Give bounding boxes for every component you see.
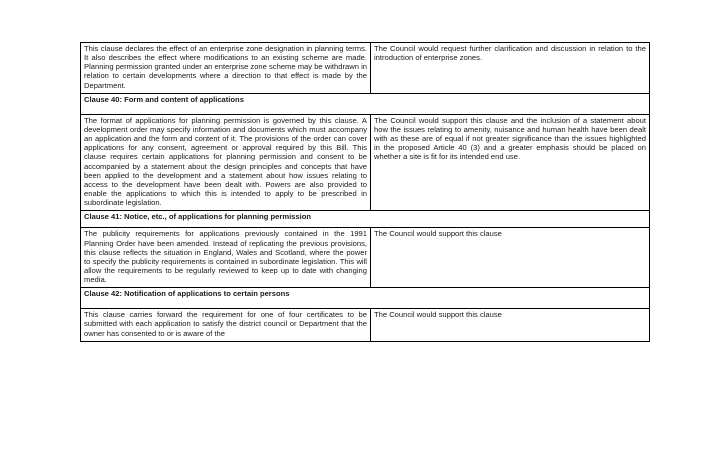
clause-heading: Clause 40: Form and content of applications	[81, 93, 650, 114]
council-response-cell: The Council would support this clause	[371, 309, 650, 341]
clause-description-cell: The publicity requirements for applications previously contained in the 1991 Planning Order have been amended. Instead of replicating the previous provisions, this clause reflects the situation in England, Wales and Scotland, where the power to specify the publicity requirements is contained in subordinate legislation. This will allow the requirements to be regularly reviewed to keep up to date with changing media.	[81, 228, 371, 288]
table-row	[81, 43, 650, 94]
clause-description-cell: This clause declares the effect of an enterprise zone designation in planning terms. It also describes the effect where modifications to an existing scheme are made. Planning permission granted under an enterprise zone scheme may be withdrawn in relation to certain developments where a direction to that effect is made by the Department.	[81, 43, 371, 94]
table-row	[81, 288, 650, 309]
council-response-cell: The Council would support this clause	[371, 228, 650, 288]
council-response-cell: The Council would request further clarification and discussion in relation to the introduction of enterprise zones.	[371, 43, 650, 94]
clause-heading: Clause 42: Notification of applications to certain persons	[81, 288, 650, 309]
table-row	[81, 211, 650, 228]
table-row	[81, 309, 650, 341]
clause-heading: Clause 41: Notice, etc., of applications for planning permission	[81, 211, 650, 228]
clause-description-cell: The format of applications for planning permission is governed by this clause. A development order may specify information and documents which must accompany an application and the form and content of it. The provisions of the order can cover applications for any consent, agreement or approval required by this Bill. This clause requires certain applications for planning permission and consent to be accompanied by a statement about the design principles and concepts that have been applied to the development and a statement about how issues relating to access to the development have been dealt with. Powers are also provided to enable the applications to which this is intended to apply to be prescribed in subordinate legislation.	[81, 114, 371, 211]
council-response-cell: The Council would support this clause and the inclusion of a statement about how the issues relating to amenity, nuisance and human health have been dealt with as these are of equal if not greater significance than the issues highlighted in the proposed Article 40 (3) and a greater emphasis should be placed on whether a site is fit for its intended end use.	[371, 114, 650, 211]
table-row	[81, 228, 650, 288]
table-row	[81, 93, 650, 114]
clause-description-cell: This clause carries forward the requirement for one of four certificates to be submitted with each application to satisfy the district council or Department that the owner has consented to or is aware of the	[81, 309, 371, 341]
table-row	[81, 114, 650, 211]
consultation-response-table	[80, 42, 650, 342]
